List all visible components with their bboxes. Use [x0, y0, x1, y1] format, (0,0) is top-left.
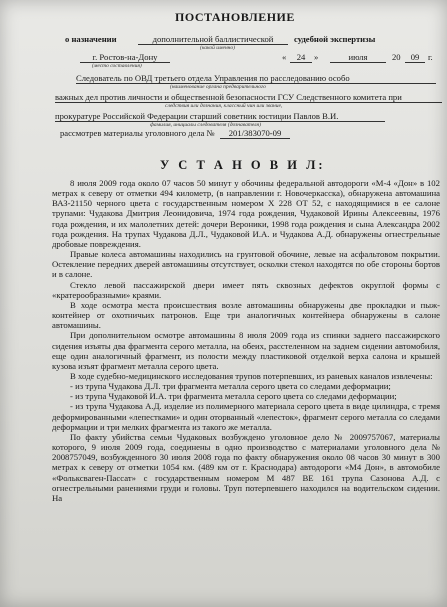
date-quote-close: »: [314, 52, 319, 62]
place-hint: (место составления): [92, 63, 142, 69]
date-year-suffix: г.: [428, 52, 433, 62]
official-hint-1: (наименование органа предварительного: [170, 84, 266, 90]
official-hint-3: фамилия, инициалы следователя (дознавателя): [150, 122, 261, 128]
paragraph: В ходе судебно-медицинского исследования трупов потерпевших, из раневых каналов извлечены:: [70, 370, 433, 381]
paragraph: Стекло левой пассажирской двери имеет пять сквозных дефектов округлой формы с «кратерообразными» краями.: [52, 279, 440, 300]
case-number: 201/383070-09: [220, 128, 290, 139]
date-year: 09: [405, 52, 425, 63]
paragraph: В ходе осмотра места происшествия возле автомашины обнаружены две прокладки и пыж-контейнер от охотничьих патронов. Еще три аналогичных контейнера обнаружены в салоне автомашины.: [52, 299, 440, 331]
paragraph: По факту убийства семьи Чудаковых возбуждено уголовное дело № 2009757067, материалы которого, 9 июля 2009 года, соединены в одно производство с материалами уголовного дела № 2008757049, возбужденного 30 июля 2008 года по факту обнаружения около 08 часов 30 минут в 300 метрах к северу от отметки 1054 км. (489 км от г. Краснодара) автодороги «М4 Дон», в автомобиле «Фольксваген-Пассат» с государственным номером М 487 ВЕ 161 трупа Сазонова А.Д. с огнестрельными ранениями груди и головы. Труп потерпевшего находился на водительском сидении. На: [52, 431, 440, 503]
date-month: июля: [330, 52, 386, 63]
paragraph: - из трупа Чудакова А.Д. изделие из полимерного материала серого цвета в виде цилиндра, с тремя деформированными «лепестками» и один оторванный «лепесток», фрагмент серого металла со следами деформации и три мелких фрагмента из такого же металла.: [52, 401, 440, 432]
case-label: рассмотрев материалы уголовного дела №: [60, 128, 215, 138]
section-heading: У С Т А Н О В И Л:: [160, 158, 326, 172]
paragraph: 8 июля 2009 года около 07 часов 50 минут у обочины федеральной автодороги «М-4 «Дон» в 102 метрах к северу от отметки 494 километр, (в направлении г. Новочеркасска), обнаружена автомашина ВАЗ-21150 черного цвета с государственным номером Х 228 ОТ 52, с находящимися в ее салоне трупами: Чудакова Дмитрия Леонидовича, 1974 года рождения, Чудаковой Ирины Алексеевны, 1976 года рождения, и их малолетних детей: дочери Вероники, 1998 года рождения и сына Александра 2002 года рождения. На трупах Чудакова Д.Л., Чудаковой И.А. и Чудакова А.Д. обнаружены огнестрельные дробовые повреждения.: [52, 178, 440, 249]
paragraph: При дополнительном осмотре автомашины 8 июля 2009 года из спинки заднего пассажирского сидения изъяты два фрагмента серого металла, на обеих, расстеленном на заднем сидении автомобиля, еще один аналогичный фрагмент, из полости между пластиковой отделкой верха салона и крышей кузова изъят фрагмент металла серого цвета.: [52, 330, 440, 371]
paragraph: - из трупа Чудаковой И.А. три фрагмента металла серого цвета со следами деформации;: [70, 391, 397, 402]
official-line-1: Следователь по ОВД третьего отдела Управления по расследованию особо: [76, 73, 436, 84]
paragraph: Правые колеса автомашины находились на грунтовой обочине, левые на асфальтовом покрытии. Остекление передних дверей автомашины отсутствует, осколки стекол находятся по обе стороны бортов и в салоне.: [52, 249, 440, 280]
expertise-type: дополнительной баллистической: [138, 34, 288, 45]
date-year-prefix: 20: [392, 52, 401, 62]
official-line-2: важных дел против личности и общественной безопасности ГСУ Следственного комитета при: [55, 92, 442, 103]
paragraph: - из трупа Чудакова Д.Л. три фрагмента металла серого цвета со следами деформации;: [70, 381, 391, 392]
purpose-suffix: судебной экспертизы: [294, 34, 376, 44]
official-hint-2: следствия или дознания, классный чин или звание,: [165, 103, 283, 109]
official-line-3: прокуратуре Российской Федерации старший советник юстиции Павлов В.И.: [55, 111, 385, 122]
date-quote-open: «: [282, 52, 287, 62]
purpose-prefix: о назначении: [65, 34, 117, 44]
document-body: [52, 178, 440, 503]
date-day: 24: [290, 52, 312, 63]
document-title: ПОСТАНОВЛЕНИЕ: [175, 10, 295, 24]
place-of-drafting: г. Ростов-на-Дону: [80, 52, 170, 63]
expertise-type-hint: (какой именно): [200, 45, 235, 51]
